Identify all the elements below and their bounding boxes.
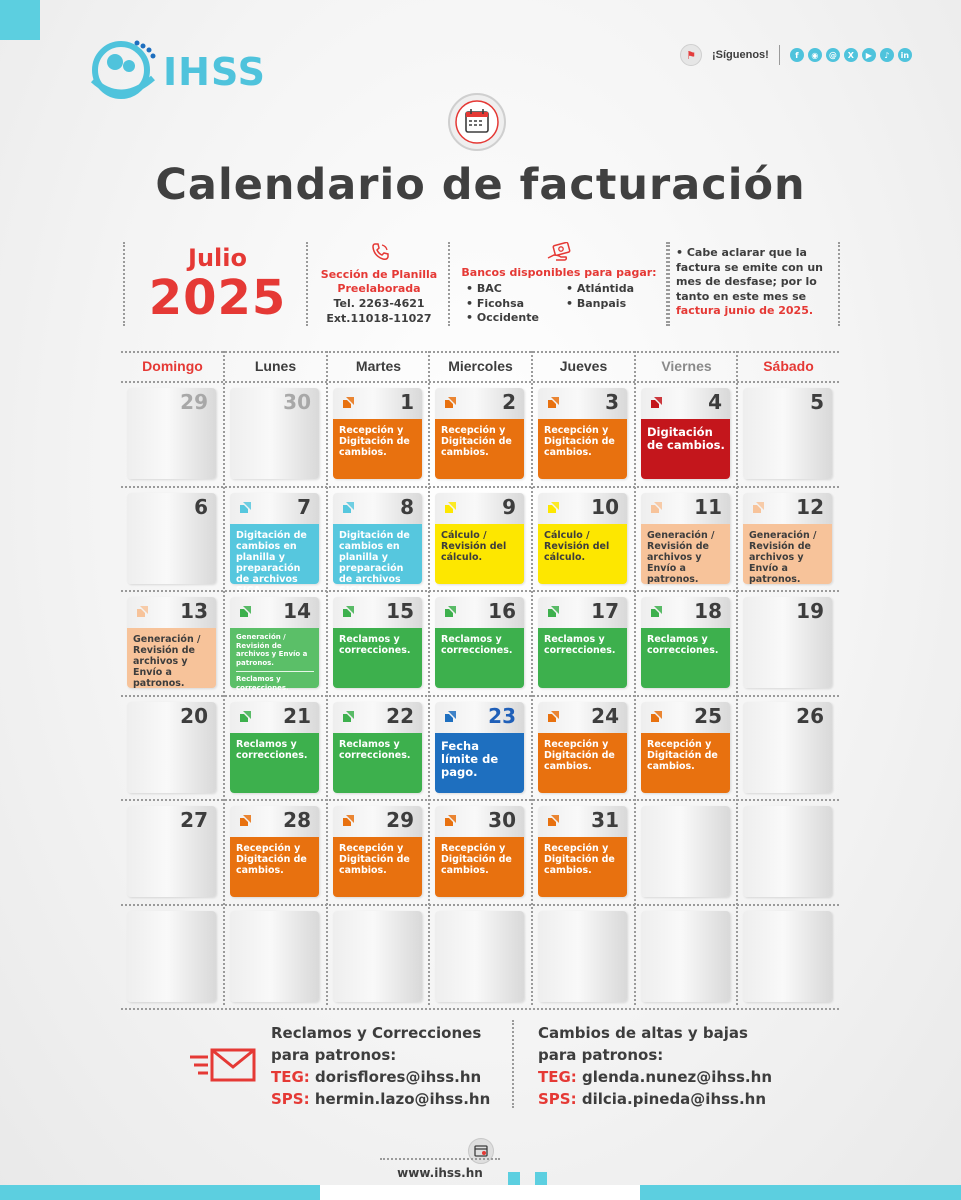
accent-square [535,1172,547,1185]
day-cell[interactable] [743,597,832,688]
day-number: 4 [708,390,722,414]
day-number: 12 [796,494,824,519]
contact-cambios [538,1022,772,1110]
event-text: Generación / Revisión de archivos y Envío a patronos. [749,529,817,585]
event-marker-icon [444,501,457,514]
day-number: 2 [502,390,516,414]
day-cell[interactable] [435,597,524,688]
banks-box [450,242,668,326]
event-label [333,837,422,897]
event-marker-icon [547,501,560,514]
day-cell[interactable] [743,806,832,897]
event-label [641,419,730,479]
phone-icon [370,242,390,262]
event-marker-icon [239,605,252,618]
year-label: 2025 [148,270,287,326]
day-number: 17 [591,599,619,623]
day-number: 30 [283,390,311,414]
teg-email-link[interactable]: glenda.nunez@ihss.hn [582,1068,772,1086]
event-text: Recepción y Digitación de cambios. [544,738,615,772]
social-divider [779,45,780,65]
bank-item: • Occidente [466,311,539,326]
threads-icon[interactable]: @ [826,48,840,62]
day-cell[interactable] [435,702,524,793]
week-separator [121,1008,839,1010]
event-label [641,524,730,584]
weekday-header [121,351,839,381]
contact-title: Reclamos y Correcciones [271,1024,482,1042]
day-cell[interactable] [333,597,422,688]
event-text: Recepción y Digitación de cambios. [544,425,615,458]
day-number: 28 [283,808,311,832]
website-link[interactable]: www.ihss.hn [397,1166,483,1180]
event-text: Recepción y Digitación de cambios. [339,425,410,458]
event-label [333,419,422,479]
week-separator [121,904,839,906]
event-label [538,628,627,688]
bank-item: • Atlántida [566,282,634,297]
page-title: Calendario de facturación [155,160,806,210]
event-marker-icon [342,814,355,827]
event-text: Reclamos y correcciones. [647,634,719,656]
event-marker-icon [650,396,663,409]
sps-label: SPS: [271,1090,310,1108]
week-separator [121,695,839,697]
event-text: Reclamos y correcciones. [339,738,411,761]
section-ext: Ext.11018-11027 [326,312,432,325]
event-text: Reclamos y correcciones. [544,634,616,656]
event-text: Digitación de cambios. [647,425,725,452]
day-number: 11 [694,494,722,519]
week-separator [121,590,839,592]
day-cell[interactable] [230,388,319,479]
note-box [668,242,840,326]
event-label [743,524,832,584]
event-text: Recepción y Digitación de cambios. [544,843,615,876]
event-label [538,524,627,584]
calendar-icon [450,95,504,149]
day-cell[interactable] [435,493,524,584]
day-number: 5 [810,390,824,414]
event-text: Digitación de cambios en planilla y preparación de archivos SICA. [339,529,410,596]
calendar-grid [121,351,839,876]
teg-email-link[interactable]: dorisflores@ihss.hn [315,1068,482,1086]
weekday-thursday: Jueves [559,358,608,374]
day-number: 13 [180,599,208,623]
event-text: Digitación de cambios en planilla y preparación de archivos SICA. [236,529,307,596]
event-text: Recepción y Digitación de cambios. [441,425,512,458]
week-separator [121,486,839,488]
column-separator [634,351,636,1005]
section-phone [308,296,450,326]
bank-item: • Ficohsa [466,297,539,312]
day-cell[interactable] [435,911,524,1002]
event-text: Reclamos y correcciones. [339,634,411,656]
day-cell[interactable] [230,702,319,793]
linkedin-icon[interactable]: in [898,48,912,62]
day-cell[interactable] [333,702,422,793]
day-cell[interactable] [641,388,730,479]
youtube-icon[interactable]: ▶ [862,48,876,62]
event-text-secondary: Reclamos y correcciones. [236,675,289,692]
day-number: 29 [180,390,208,414]
event-label [538,837,627,897]
day-cell[interactable] [743,493,832,584]
sps-label: SPS: [538,1090,577,1108]
day-number: 29 [386,808,414,832]
event-label [538,419,627,479]
event-divider [236,671,314,672]
day-cell[interactable] [127,806,216,897]
day-number: 1 [400,390,414,414]
tiktok-icon[interactable]: ♪ [880,48,894,62]
event-text: Recepción y Digitación de cambios. [236,843,307,876]
day-cell[interactable] [538,493,627,584]
weekday-sunday: Domingo [142,358,203,374]
event-text: Generación / Revisión de archivos y Envío a patronos. [647,529,715,585]
event-marker-icon [444,710,457,723]
day-cell[interactable] [538,597,627,688]
accent-square [508,1172,520,1185]
event-label [333,524,422,596]
money-hand-icon [546,242,572,264]
follow-label: ¡Síguenos! [712,49,769,61]
section-title [308,268,450,296]
day-number: 15 [386,599,414,623]
day-number: 30 [488,808,516,832]
day-number: 3 [605,390,619,414]
day-number: 31 [591,808,619,832]
event-marker-icon [239,501,252,514]
event-marker-icon [239,814,252,827]
bank-list-col2 [566,282,634,311]
note-highlight: factura junio de 2025. [676,304,814,317]
section-tel: Tel. 2263-4621 [333,297,425,310]
column-separator [428,351,430,1005]
column-separator [531,351,533,1005]
event-label [230,628,319,692]
bottom-accent-bar [0,1185,961,1200]
day-number: 8 [400,494,414,519]
column-separator [223,351,225,1005]
day-number: 7 [297,494,311,519]
event-text: Cálculo / Revisión del cálculo. [441,529,507,563]
day-cell[interactable] [538,806,627,897]
day-cell[interactable] [127,597,216,688]
event-marker-icon [444,814,457,827]
day-cell[interactable] [538,911,627,1002]
contact-subtitle: para patronos: [538,1046,664,1064]
event-marker-icon [239,710,252,723]
event-marker-icon [342,710,355,723]
event-marker-icon [650,710,663,723]
day-cell[interactable] [333,806,422,897]
event-text: Fecha límite de pago. [441,738,499,779]
column-separator [736,351,738,1005]
event-marker-icon [444,396,457,409]
day-cell[interactable] [538,702,627,793]
corner-accent [0,0,40,40]
column-separator [326,351,328,1005]
event-text: Generación / Revisión de archivos y Envío a patronos. [133,634,201,689]
social-bar [680,42,910,68]
weekday-tuesday: Martes [355,358,402,374]
day-cell[interactable] [333,911,422,1002]
event-marker-icon [444,605,457,618]
event-text: Generación / Revisión de archivos y Envío a patronos. [236,633,308,667]
event-text: Cálculo / Revisión del cálculo. [544,529,610,563]
bottom-bar-gap [320,1185,640,1200]
day-cell[interactable] [230,911,319,1002]
day-number: 10 [591,494,619,519]
event-label [230,837,319,897]
day-cell[interactable] [435,388,524,479]
bank-item: • Banpais [566,297,634,312]
calendar-badge-icon [448,93,506,151]
day-cell[interactable] [641,911,730,1002]
day-number: 21 [283,703,311,728]
day-cell[interactable] [127,702,216,793]
event-label [641,628,730,688]
month-label: Julio [188,244,247,272]
day-cell[interactable] [435,806,524,897]
event-label [230,524,319,596]
day-cell[interactable] [641,493,730,584]
event-marker-icon [342,501,355,514]
section-box [308,242,450,326]
day-number: 23 [488,703,516,728]
day-number: 24 [591,703,619,728]
month-box [123,242,308,326]
note-body: • Cabe aclarar que la factura se emite con un mes de desfase; por lo tanto en este mes se [676,246,823,303]
event-label [435,628,524,688]
teg-label: TEG: [538,1068,577,1086]
weekday-saturday: Sábado [763,358,814,374]
ihss-logo[interactable] [85,36,285,106]
bank-item: • BAC [466,282,539,297]
day-cell[interactable] [333,493,422,596]
event-marker-icon [650,501,663,514]
day-cell[interactable] [641,702,730,793]
day-number: 27 [180,808,208,832]
website-box [380,1158,500,1182]
ihss-emblem-icon [85,36,165,106]
day-number: 20 [180,703,208,728]
day-number: 18 [694,599,722,623]
event-marker-icon [136,605,149,618]
contact-reclamos [271,1022,490,1110]
day-number: 16 [488,599,516,623]
day-cell[interactable] [538,388,627,479]
event-label [435,837,524,897]
day-cell[interactable] [743,388,832,479]
sps-email-link[interactable]: hermin.lazo@ihss.hn [314,1090,491,1108]
event-marker-icon [342,396,355,409]
day-cell[interactable] [641,806,730,897]
day-cell[interactable] [743,702,832,793]
event-marker-icon [752,501,765,514]
day-cell[interactable] [127,911,216,1002]
day-number: 22 [386,703,414,728]
day-cell[interactable] [230,493,319,596]
event-label [333,628,422,688]
megaphone-icon: ⚑ [680,44,702,66]
event-label [230,733,319,793]
event-label [435,524,524,584]
day-cell[interactable] [230,597,319,692]
bank-list-col1 [466,282,539,326]
event-marker-icon [547,605,560,618]
event-marker-icon [547,814,560,827]
contact-title: Cambios de altas y bajas [538,1024,748,1042]
mail-icon [188,1047,258,1083]
event-text: Reclamos y correcciones. [441,634,513,656]
day-cell[interactable] [127,493,216,584]
day-number: 6 [194,494,208,519]
event-text: Recepción y Digitación de cambios. [339,843,410,876]
event-label [127,628,216,688]
teg-label: TEG: [271,1068,310,1086]
day-number: 25 [694,703,722,728]
note-text [676,246,838,319]
event-label [435,733,524,793]
x-icon[interactable]: X [844,48,858,62]
day-number: 9 [502,494,516,519]
day-cell[interactable] [743,911,832,1002]
contact-divider [512,1020,514,1108]
section-title-line2: Preelaborada [337,282,421,295]
day-number: 19 [796,599,824,623]
day-cell[interactable] [641,597,730,688]
day-number: 14 [283,599,311,623]
event-marker-icon [650,605,663,618]
banks-title: Bancos disponibles para pagar: [461,266,657,279]
day-cell[interactable] [333,388,422,479]
event-label [641,733,730,793]
weekday-wednesday: Miercoles [448,358,513,374]
week-separator [121,799,839,801]
logo-text: IHSS [163,50,266,94]
event-label [435,419,524,479]
instagram-icon[interactable]: ◉ [808,48,822,62]
section-title-line1: Sección de Planilla [320,268,438,281]
week-separator [121,381,839,383]
event-text: Reclamos y correcciones. [236,738,308,761]
sps-email-link[interactable]: dilcia.pineda@ihss.hn [581,1090,767,1108]
day-cell[interactable] [127,388,216,479]
event-label [333,733,422,793]
event-marker-icon [342,605,355,618]
facebook-icon[interactable]: f [790,48,804,62]
weekday-monday: Lunes [254,358,297,374]
day-number: 26 [796,703,824,728]
day-cell[interactable] [230,806,319,897]
event-marker-icon [547,710,560,723]
weekday-friday: Viernes [661,358,712,374]
event-marker-icon [547,396,560,409]
event-label [538,733,627,793]
contact-subtitle: para patronos: [271,1046,397,1064]
event-text: Recepción y Digitación de cambios. [441,843,512,876]
event-text: Recepción y Digitación de cambios. [647,738,718,772]
